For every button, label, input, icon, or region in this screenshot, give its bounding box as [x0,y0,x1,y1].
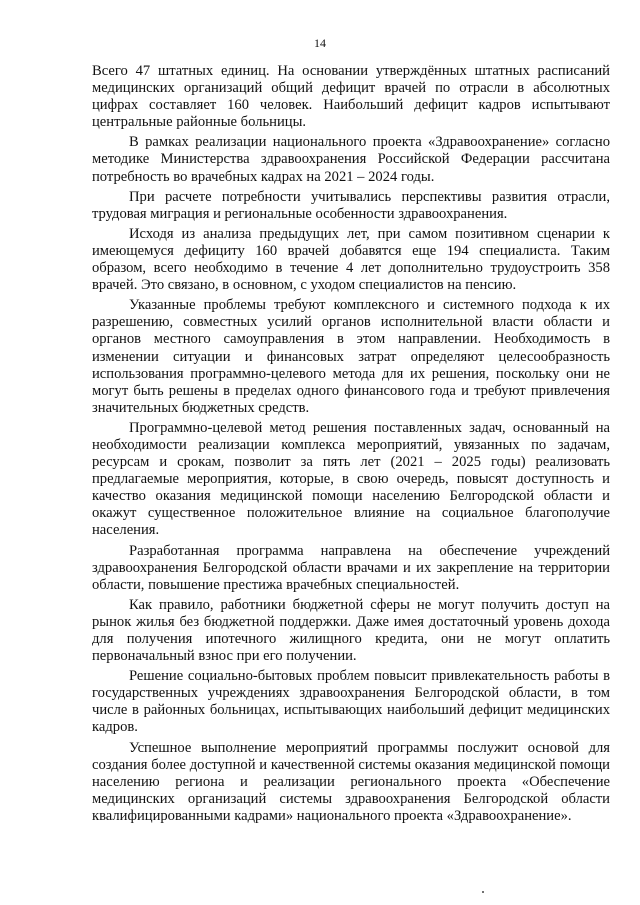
paragraph-10: Успешное выполнение мероприятий программы послужит основой для создания более доступной и качественной системы оказания медицинской помощи населению региона и реализации регионального проекта «Обеспечение медицинских организаций системы здравоохранения Белгородской области квалифицированными кадрами» национального проекта «Здравоохранение». [92,739,610,824]
paragraph-4: Исходя из анализа предыдущих лет, при самом позитивном сценарии к имеющемуся дефициту 160 врачей добавятся еще 194 специалиста. Таким образом, всего необходимо в течение 4 лет дополнительно трудоустроить 358 врачей. Это связано, в основном, с уходом специалистов на пенсию. [92,225,610,294]
paragraph-6: Программно-целевой метод решения поставленных задач, основанный на необходимости реализации комплекса мероприятий, увязанных по задачам, ресурсам и срокам, позволит за пять лет (2021 – 2025 годы) реализовать предлагаемые мероприятия, которые, в свою очередь, повысят доступность и качество оказания медицинской помощи населению Белгородской области и окажут существенное положительное влияние на социальное благополучие населения. [92,419,610,539]
body-text [92,63,610,828]
paragraph-5: Указанные проблемы требуют комплексного и системного подхода к их разрешению, совместных усилий органов исполнительной власти области и органов местного самоуправления в этом направлении. Необходимость в изменении ситуации и финансовых затрат определяют целесообразность использования программно-целевого метода для их решения, поскольку они не могут быть решены в пределах одного финансового года и требуют привлечения значительных бюджетных средств. [92,297,610,416]
scan-speck [482,891,484,893]
paragraph-7: Разработанная программа направлена на обеспечение учреждений здравоохранения Белгородской области врачами и их закрепление на территории области, повышение престижа врачебных специальностей. [92,542,610,593]
paragraph-2: В рамках реализации национального проекта «Здравоохранение» согласно методике Министерства здравоохранения Российской Федерации рассчитана потребность во врачебных кадрах на 2021 – 2024 годы. [92,134,610,185]
page-number: 14 [314,36,326,50]
paragraph-9: Решение социально-бытовых проблем повысит привлекательность работы в государственных учреждениях здравоохранения Белгородской области, в том числе в районных больницах, испытывающих наибольший дефицит медицинских кадров. [92,668,610,736]
paragraph-8: Как правило, работники бюджетной сферы не могут получить доступ на рынок жилья без бюджетной поддержки. Даже имея достаточный уровень дохода для получения ипотечного жилищного кредита, они не могут оплатить первоначальный взнос при его получении. [92,596,610,665]
paragraph-1: Всего 47 штатных единиц. На основании утверждённых штатных расписаний медицинских организаций общий дефицит врачей по отрасли в абсолютных цифрах составляет 160 человек. Наибольший дефицит кадров испытывают центральные районные больницы. [92,63,610,131]
paragraph-3: При расчете потребности учитывались перспективы развития отрасли, трудовая миграция и региональные особенности здравоохранения. [92,188,610,222]
